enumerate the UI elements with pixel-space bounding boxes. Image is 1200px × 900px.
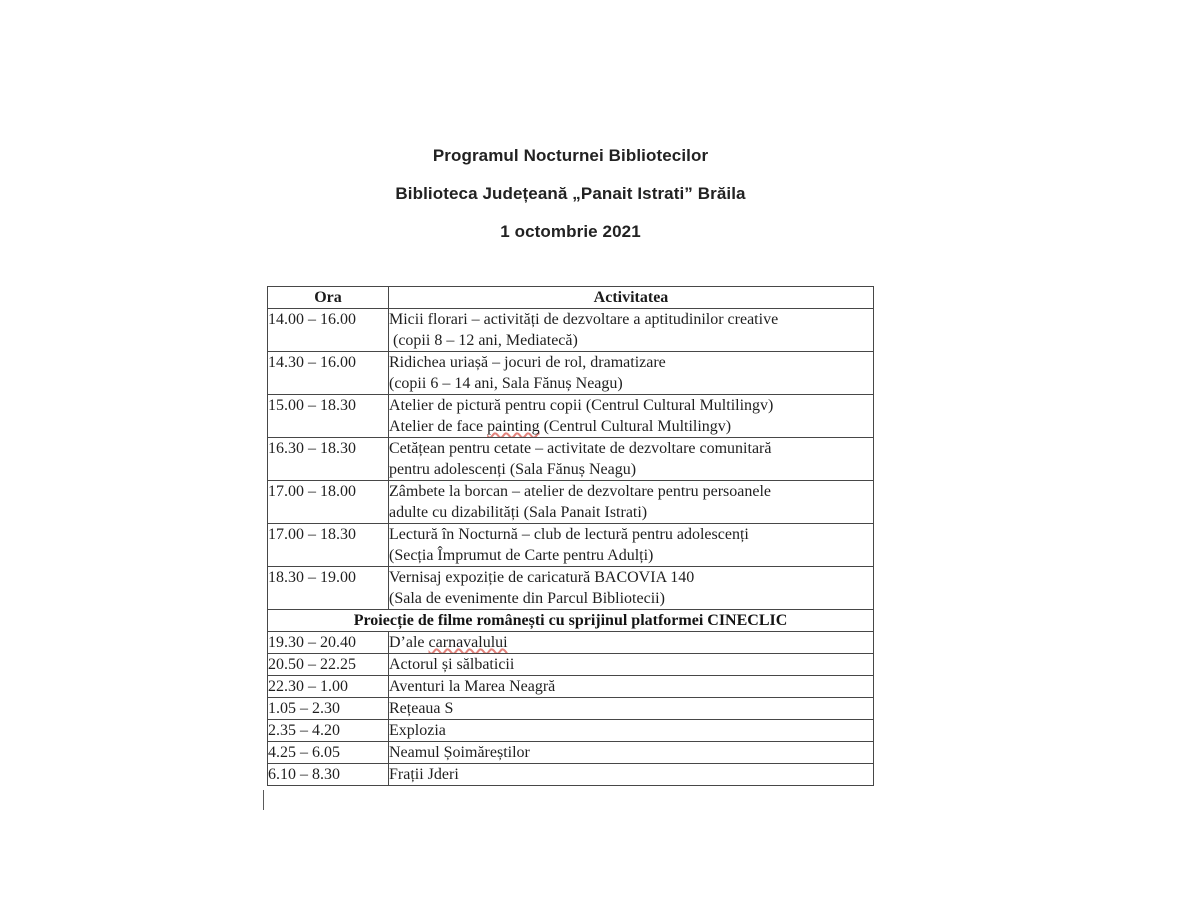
- activity-row: [268, 524, 874, 567]
- film-row: [268, 698, 874, 720]
- document-subtitle: Biblioteca Județeană „Panait Istrati” Brăila: [395, 184, 746, 203]
- misspelled-word: carnavalului: [428, 634, 508, 651]
- film-row: [268, 654, 874, 676]
- activity-row: [268, 352, 874, 395]
- film-title: [389, 720, 874, 742]
- time-range: 15.00 – 18.30: [268, 395, 389, 438]
- activity-line: Cetățean pentru cetate – activitate de dezvoltare comunitară: [389, 440, 772, 457]
- text-cursor: [263, 790, 264, 810]
- film-row: [268, 720, 874, 742]
- film-title: [389, 654, 874, 676]
- column-header-ora: Ora: [268, 287, 389, 309]
- activity-description: [389, 524, 874, 567]
- film-title-line: Frații Jderi: [389, 766, 459, 783]
- activity-line: Atelier de face painting (Centrul Cultural Multilingv): [389, 418, 732, 435]
- activity-line: pentru adolescenți (Sala Fănuș Neagu): [389, 461, 637, 478]
- film-title: [389, 698, 874, 720]
- activity-description: [389, 395, 874, 438]
- activity-rows-body: [268, 309, 874, 610]
- activity-line: Zâmbete la borcan – atelier de dezvoltare pentru persoanele: [389, 483, 772, 500]
- film-title: [389, 764, 874, 786]
- activity-line: (copii 6 – 14 ani, Sala Fănuș Neagu): [389, 375, 623, 392]
- time-range: 22.30 – 1.00: [268, 676, 389, 698]
- activity-row: [268, 309, 874, 352]
- column-header-activitatea: Activitatea: [389, 287, 874, 309]
- activity-line: Lectură în Nocturnă – club de lectură pentru adolescenți: [389, 526, 749, 543]
- table-header-row: [268, 287, 874, 309]
- film-row: [268, 742, 874, 764]
- time-range: 14.00 – 16.00: [268, 309, 389, 352]
- activity-description: [389, 567, 874, 610]
- time-range: 4.25 – 6.05: [268, 742, 389, 764]
- document-title: Programul Nocturnei Bibliotecilor: [432, 146, 709, 165]
- time-range: 16.30 – 18.30: [268, 438, 389, 481]
- film-title: [389, 632, 874, 654]
- film-row: [268, 632, 874, 654]
- activity-description: [389, 352, 874, 395]
- film-title: [389, 742, 874, 764]
- film-title: [389, 676, 874, 698]
- activity-row: [268, 481, 874, 524]
- film-title-line: Neamul Șoimăreștilor: [389, 744, 530, 761]
- film-title-line: Explozia: [389, 722, 446, 739]
- time-range: 19.30 – 20.40: [268, 632, 389, 654]
- film-section-header-row: [268, 610, 874, 632]
- film-row: [268, 676, 874, 698]
- film-title-line: Rețeaua S: [389, 700, 454, 717]
- activity-line: Micii florari – activități de dezvoltare a aptitudinilor creative: [389, 311, 779, 328]
- activity-line: Atelier de pictură pentru copii (Centrul Cultural Multilingv): [389, 397, 774, 414]
- activity-line: (Secția Împrumut de Carte pentru Adulți): [389, 547, 654, 564]
- activity-line: adulte cu dizabilități (Sala Panait Istrati): [389, 504, 648, 521]
- activity-description: [389, 438, 874, 481]
- document-page: [267, 147, 874, 810]
- film-title-line: D’ale carnavalului: [389, 634, 508, 651]
- activity-row: [268, 438, 874, 481]
- misspelled-word: painting: [487, 418, 540, 435]
- time-range: 17.00 – 18.00: [268, 481, 389, 524]
- activity-description: [389, 309, 874, 352]
- schedule-table: [267, 286, 874, 786]
- activity-description: [389, 481, 874, 524]
- activity-row: [268, 395, 874, 438]
- film-title-line: Aventuri la Marea Neagră: [389, 678, 556, 695]
- activity-line: Ridichea uriașă – jocuri de rol, dramatizare: [389, 354, 666, 371]
- time-range: 14.30 – 16.00: [268, 352, 389, 395]
- time-range: 1.05 – 2.30: [268, 698, 389, 720]
- film-section-header: Proiecție de filme românești cu sprijinul platformei CINECLIC: [268, 610, 874, 632]
- time-range: 20.50 – 22.25: [268, 654, 389, 676]
- film-rows-body: [268, 632, 874, 786]
- time-range: 17.00 – 18.30: [268, 524, 389, 567]
- activity-row: [268, 567, 874, 610]
- document-date: 1 octombrie 2021: [500, 222, 641, 241]
- time-range: 2.35 – 4.20: [268, 720, 389, 742]
- film-title-line: Actorul și sălbaticii: [389, 656, 515, 673]
- time-range: 18.30 – 19.00: [268, 567, 389, 610]
- film-row: [268, 764, 874, 786]
- activity-line: Vernisaj expoziție de caricatură BACOVIA 140: [389, 569, 695, 586]
- activity-line: (Sala de evenimente din Parcul Bibliotecii): [389, 590, 665, 607]
- time-range: 6.10 – 8.30: [268, 764, 389, 786]
- activity-line: (copii 8 – 12 ani, Mediatecă): [389, 332, 578, 349]
